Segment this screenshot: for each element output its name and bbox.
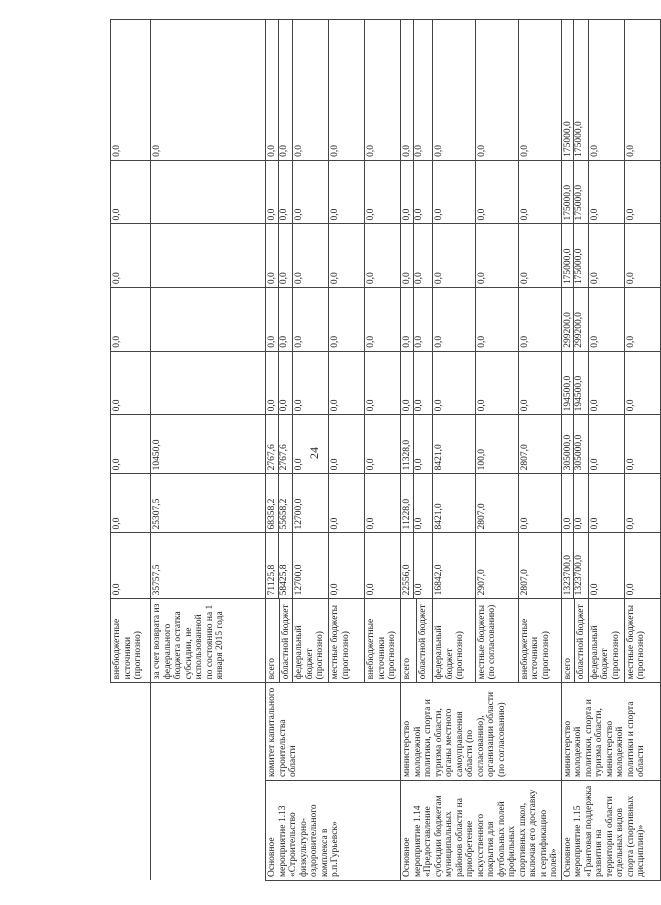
- table-value-cell: [624, 533, 660, 599]
- table-value-cell: [151, 160, 266, 224]
- table-value-cell: [266, 415, 293, 474]
- source-cell: областной бюджет: [417, 599, 433, 683]
- table-value-cell: [329, 533, 365, 599]
- table-value-cell: [561, 224, 588, 288]
- cell-value: 0,0: [267, 208, 277, 221]
- cell-value: 0,0: [402, 335, 412, 348]
- table-value-cell: [433, 160, 476, 224]
- source-cell: местные бюджеты (прогнозно): [624, 599, 660, 683]
- budget-table-sheet: [110, 19, 646, 881]
- table-value-cell: [518, 474, 561, 533]
- table-value-cell: [588, 533, 624, 599]
- cell-value: 100,0: [476, 449, 487, 471]
- table-value-cell: [588, 351, 624, 415]
- cell-value: 55658,2: [278, 474, 290, 532]
- cell-value: 0,0: [413, 533, 425, 598]
- table-value-cell: [624, 160, 660, 224]
- table-value-cell: [624, 474, 660, 533]
- source-cell: всего: [401, 599, 417, 683]
- table-value-cell: [293, 224, 329, 288]
- table-value-cell: [329, 415, 365, 474]
- table-value-cell: [151, 474, 266, 533]
- table-value-cell: [293, 533, 329, 599]
- table-value-cell: [475, 20, 518, 161]
- table-row: [266, 20, 280, 881]
- cell-value: 0,0: [267, 399, 277, 412]
- cell-value: 0,0: [589, 272, 600, 285]
- cell-value: 0,0: [519, 208, 530, 221]
- table-value-cell: [401, 415, 433, 474]
- cell-value: 16842,0: [434, 564, 445, 596]
- table-value-cell: [329, 288, 365, 352]
- cell-value: 0,0: [267, 145, 277, 157]
- cell-value: 35757,5: [152, 564, 162, 596]
- table-value-cell: [111, 415, 151, 474]
- cell-value: 0,0: [434, 399, 445, 412]
- table-value-cell: [266, 224, 293, 288]
- table-value-cell: [475, 474, 518, 533]
- cell-value: 0,0: [413, 225, 425, 288]
- cell-value: 0,0: [434, 208, 445, 221]
- table-value-cell: [433, 415, 476, 474]
- cell-value: 0,0: [278, 161, 290, 224]
- cell-value: 0,0: [267, 272, 277, 285]
- cell-value: 0,0: [112, 145, 122, 157]
- cell-value: 0,0: [330, 145, 340, 157]
- cell-value: 0,0: [366, 145, 376, 157]
- cell-value: 0,0: [366, 583, 376, 596]
- cell-value: 0,0: [278, 352, 290, 415]
- table-value-cell: [401, 474, 433, 533]
- table-value-cell: [111, 20, 151, 161]
- cell-value: 305000,0: [573, 415, 585, 473]
- cell-value: 12700,0: [294, 498, 304, 530]
- table-value-cell: [475, 224, 518, 288]
- cell-value: 194500,0: [573, 352, 585, 415]
- table-value-cell: [624, 415, 660, 474]
- table-value-cell: [365, 160, 401, 224]
- table-value-cell: [588, 160, 624, 224]
- table-value-cell: [588, 474, 624, 533]
- cell-value: 299200,0: [562, 312, 573, 348]
- cell-value: 2907,0: [476, 569, 487, 596]
- table-value-cell: [111, 351, 151, 415]
- cell-value: 0,0: [519, 399, 530, 412]
- table-value-cell: [111, 160, 151, 224]
- table-value-cell: [518, 415, 561, 474]
- cell-value: 0,0: [330, 272, 340, 285]
- table-value-cell: [365, 415, 401, 474]
- table-value-cell: [518, 533, 561, 599]
- cell-value: 0,0: [112, 272, 122, 285]
- table-value-cell: [401, 20, 433, 161]
- cell-value: 0,0: [589, 583, 600, 596]
- source-cell: внебюджетные источники (прогнозно): [518, 599, 561, 683]
- table-value-cell: [475, 351, 518, 415]
- table-value-cell: [588, 20, 624, 161]
- table-value-cell: [518, 288, 561, 352]
- source-cell: за счет возврата из федерального бюджета остатка субсидии, не использованной по состоянию на 1 января 2015 года: [151, 599, 266, 683]
- cell-value: 0,0: [573, 474, 585, 532]
- cell-value: 0,0: [366, 208, 376, 221]
- cell-value: 0,0: [330, 458, 340, 471]
- cell-value: 0,0: [625, 583, 636, 596]
- cell-value: 0,0: [589, 208, 600, 221]
- cell-value: 0,0: [112, 458, 122, 471]
- cell-value: 2767,6: [267, 444, 277, 471]
- cell-value: 0,0: [519, 272, 530, 285]
- budget-table: [110, 19, 661, 881]
- cell-value: 1323700,0: [573, 533, 585, 598]
- table-value-cell: [433, 288, 476, 352]
- cell-value: 0,0: [402, 208, 412, 221]
- executor-cell: министерство молодежной политики, спорта и туризма области, органы местного самоуправления области (по согласованию), организации области (по согласованию): [401, 683, 562, 781]
- source-cell: федеральный бюджет (прогнозно): [588, 599, 624, 683]
- cell-value: 0,0: [413, 474, 425, 532]
- cell-value: 12700,0: [294, 564, 304, 596]
- table-value-cell: [266, 474, 293, 533]
- cell-value: 175000,0: [562, 121, 573, 157]
- cell-value: 0,0: [330, 583, 340, 596]
- cell-value: 175000,0: [562, 184, 573, 221]
- table-value-cell: [365, 20, 401, 161]
- cell-value: 0,0: [625, 517, 636, 530]
- cell-value: 0,0: [402, 272, 412, 285]
- cell-value: 0,0: [519, 335, 530, 348]
- cell-value: 58425,8: [278, 533, 290, 598]
- cell-value: 0,0: [625, 145, 636, 157]
- page-number: 24: [307, 447, 321, 459]
- table-value-cell: [111, 224, 151, 288]
- cell-value: 0,0: [152, 145, 162, 157]
- cell-value: 0,0: [476, 208, 487, 221]
- table-value-cell: [151, 288, 266, 352]
- cell-value: 0,0: [330, 399, 340, 412]
- table-value-cell: [518, 160, 561, 224]
- table-value-cell: [151, 351, 266, 415]
- cell-value: 0,0: [625, 399, 636, 412]
- table-value-cell: [624, 20, 660, 161]
- table-value-cell: [329, 474, 365, 533]
- cell-value: 2807,0: [519, 444, 530, 471]
- empty-cell: [111, 683, 151, 881]
- table-value-cell: [624, 288, 660, 352]
- cell-value: 0,0: [330, 517, 340, 530]
- cell-value: 2767,6: [278, 415, 290, 473]
- cell-value: 0,0: [294, 272, 304, 285]
- table-value-cell: [401, 351, 433, 415]
- table-value-cell: [588, 224, 624, 288]
- cell-value: 0,0: [476, 272, 487, 285]
- cell-value: 25307,5: [152, 498, 162, 530]
- table-value-cell: [561, 160, 588, 224]
- cell-value: 0,0: [434, 335, 445, 348]
- measure-title-cell: Основное мероприятие 1.13 «Строительство физкультурно-оздоровительного комплекса в р.п.Гурьевск»: [266, 781, 401, 881]
- cell-value: 0,0: [625, 272, 636, 285]
- table-value-cell: [111, 533, 151, 599]
- table-value-cell: [329, 351, 365, 415]
- table-value-cell: [329, 224, 365, 288]
- cell-value: 8421,0: [434, 444, 445, 471]
- cell-value: 0,0: [625, 458, 636, 471]
- table-value-cell: [365, 224, 401, 288]
- table-value-cell: [401, 160, 433, 224]
- cell-value: 175000,0: [573, 161, 585, 224]
- cell-value: 0,0: [589, 517, 600, 530]
- measure-title-cell: Основное мероприятие 1.15 «Грантовая поддержка развития на территории области отдельных видов спорта (спортивных дисциплин)»: [561, 781, 660, 881]
- table-value-cell: [365, 533, 401, 599]
- cell-value: 0,0: [294, 399, 304, 412]
- cell-value: 0,0: [278, 20, 290, 160]
- cell-value: 71125,8: [267, 564, 277, 596]
- cell-value: 10450,0: [152, 439, 162, 471]
- table-row: [111, 20, 151, 881]
- table-value-cell: [561, 533, 588, 599]
- table-value-cell: [329, 20, 365, 161]
- cell-value: 0,0: [589, 145, 600, 157]
- empty-cell: [151, 683, 266, 881]
- cell-value: 0,0: [366, 517, 376, 530]
- table-value-cell: [293, 474, 329, 533]
- table-value-cell: [293, 415, 329, 474]
- executor-cell: министерство молодежной политики, спорта и туризма области, министерство молодежной политики и спорта области: [561, 683, 660, 781]
- cell-value: 0,0: [589, 458, 600, 471]
- cell-value: 299200,0: [573, 288, 585, 351]
- cell-value: 0,0: [402, 399, 412, 412]
- table-value-cell: [561, 474, 588, 533]
- table-value-cell: [293, 351, 329, 415]
- table-value-cell: [588, 288, 624, 352]
- cell-value: 0,0: [413, 161, 425, 224]
- table-value-cell: [433, 351, 476, 415]
- cell-value: 68358,2: [267, 498, 277, 530]
- cell-value: 0,0: [366, 272, 376, 285]
- table-value-cell: [266, 533, 293, 599]
- table-value-cell: [433, 474, 476, 533]
- table-value-cell: [624, 351, 660, 415]
- cell-value: 0,0: [112, 517, 122, 530]
- cell-value: 0,0: [294, 335, 304, 348]
- table-value-cell: [433, 224, 476, 288]
- table-value-cell: [561, 415, 588, 474]
- table-value-cell: [518, 351, 561, 415]
- table-value-cell: [561, 351, 588, 415]
- cell-value: 0,0: [278, 288, 290, 351]
- cell-value: 194500,0: [562, 375, 573, 412]
- cell-value: 0,0: [476, 145, 487, 157]
- table-value-cell: [266, 20, 293, 161]
- table-row: [151, 20, 266, 881]
- cell-value: 22556,0: [402, 564, 412, 596]
- cell-value: 0,0: [278, 225, 290, 288]
- cell-value: 0,0: [589, 335, 600, 348]
- table-value-cell: [329, 160, 365, 224]
- table-value-cell: [433, 20, 476, 161]
- cell-value: 0,0: [434, 145, 445, 157]
- table-value-cell: [401, 288, 433, 352]
- cell-value: 0,0: [562, 517, 573, 530]
- table-value-cell: [111, 474, 151, 533]
- cell-value: 11228,0: [402, 498, 412, 530]
- table-value-cell: [475, 160, 518, 224]
- cell-value: 2807,0: [476, 503, 487, 530]
- cell-value: 0,0: [366, 458, 376, 471]
- table-value-cell: [433, 533, 476, 599]
- cell-value: 0,0: [112, 335, 122, 348]
- table-value-cell: [518, 224, 561, 288]
- cell-value: 0,0: [413, 20, 425, 160]
- table-value-cell: [475, 288, 518, 352]
- source-cell: всего: [266, 599, 280, 683]
- table-value-cell: [518, 20, 561, 161]
- table-value-cell: [151, 415, 266, 474]
- table-value-cell: [266, 351, 293, 415]
- cell-value: 0,0: [476, 335, 487, 348]
- source-cell: внебюджетные источники (прогнозно): [111, 599, 151, 683]
- cell-value: 0,0: [330, 335, 340, 348]
- measure-title-cell: Основное мероприятие 1.14 «Предоставление субсидии бюджетам муниципальных районов области на приобретение искусственного покрытия для футбольных полей профильных спортивных школ, включая его доставку и сертификацию полей»: [401, 781, 562, 881]
- table-value-cell: [293, 288, 329, 352]
- table-value-cell: [151, 533, 266, 599]
- table-value-cell: [151, 224, 266, 288]
- cell-value: 0,0: [476, 399, 487, 412]
- table-row: [561, 20, 575, 881]
- source-cell: местные бюджеты (прогнозно): [329, 599, 365, 683]
- source-cell: федеральный бюджет (прогнозно): [293, 599, 329, 683]
- table-value-cell: [266, 160, 293, 224]
- table-value-cell: [624, 224, 660, 288]
- cell-value: 0,0: [294, 145, 304, 157]
- table-value-cell: [151, 20, 266, 161]
- cell-value: 8421,0: [434, 503, 445, 530]
- table-value-cell: [266, 288, 293, 352]
- source-cell: внебюджетные источники (прогнозно): [365, 599, 401, 683]
- cell-value: 0,0: [366, 399, 376, 412]
- table-value-cell: [401, 224, 433, 288]
- table-row: [401, 20, 417, 881]
- source-cell: федеральный бюджет (прогнозно): [433, 599, 476, 683]
- source-cell: областной бюджет: [575, 599, 589, 683]
- cell-value: 0,0: [294, 208, 304, 221]
- cell-value: 0,0: [366, 335, 376, 348]
- table-value-cell: [365, 474, 401, 533]
- cell-value: 2807,0: [519, 569, 530, 596]
- cell-value: 1323700,0: [562, 554, 573, 596]
- cell-value: 175000,0: [562, 248, 573, 285]
- table-value-cell: [401, 533, 433, 599]
- cell-value: 0,0: [112, 399, 122, 412]
- cell-value: 175000,0: [573, 225, 585, 288]
- source-cell: местные бюджеты (по согласованию): [475, 599, 518, 683]
- source-cell: областной бюджет: [279, 599, 293, 683]
- cell-value: 0,0: [413, 352, 425, 415]
- table-value-cell: [365, 288, 401, 352]
- cell-value: 11328,0: [402, 439, 412, 471]
- cell-value: 0,0: [112, 208, 122, 221]
- table-value-cell: [365, 351, 401, 415]
- table-value-cell: [475, 533, 518, 599]
- cell-value: 0,0: [589, 399, 600, 412]
- cell-value: 0,0: [625, 208, 636, 221]
- cell-value: 0,0: [294, 458, 304, 471]
- cell-value: 0,0: [267, 335, 277, 348]
- cell-value: 175000,0: [573, 20, 585, 160]
- table-value-cell: [561, 288, 588, 352]
- table-value-cell: [111, 288, 151, 352]
- cell-value: 0,0: [519, 517, 530, 530]
- cell-value: 0,0: [434, 272, 445, 285]
- cell-value: 305000,0: [562, 434, 573, 471]
- cell-value: 0,0: [625, 335, 636, 348]
- table-value-cell: [561, 20, 588, 161]
- executor-cell: комитет капитального строительства области: [266, 683, 401, 781]
- table-value-cell: [475, 415, 518, 474]
- cell-value: 0,0: [112, 583, 122, 596]
- table-value-cell: [293, 20, 329, 161]
- cell-value: 0,0: [402, 145, 412, 157]
- table-value-cell: [293, 160, 329, 224]
- cell-value: 0,0: [413, 288, 425, 351]
- cell-value: 0,0: [330, 208, 340, 221]
- cell-value: 0,0: [413, 415, 425, 473]
- cell-value: 0,0: [519, 145, 530, 157]
- table-value-cell: [588, 415, 624, 474]
- source-cell: всего: [561, 599, 575, 683]
